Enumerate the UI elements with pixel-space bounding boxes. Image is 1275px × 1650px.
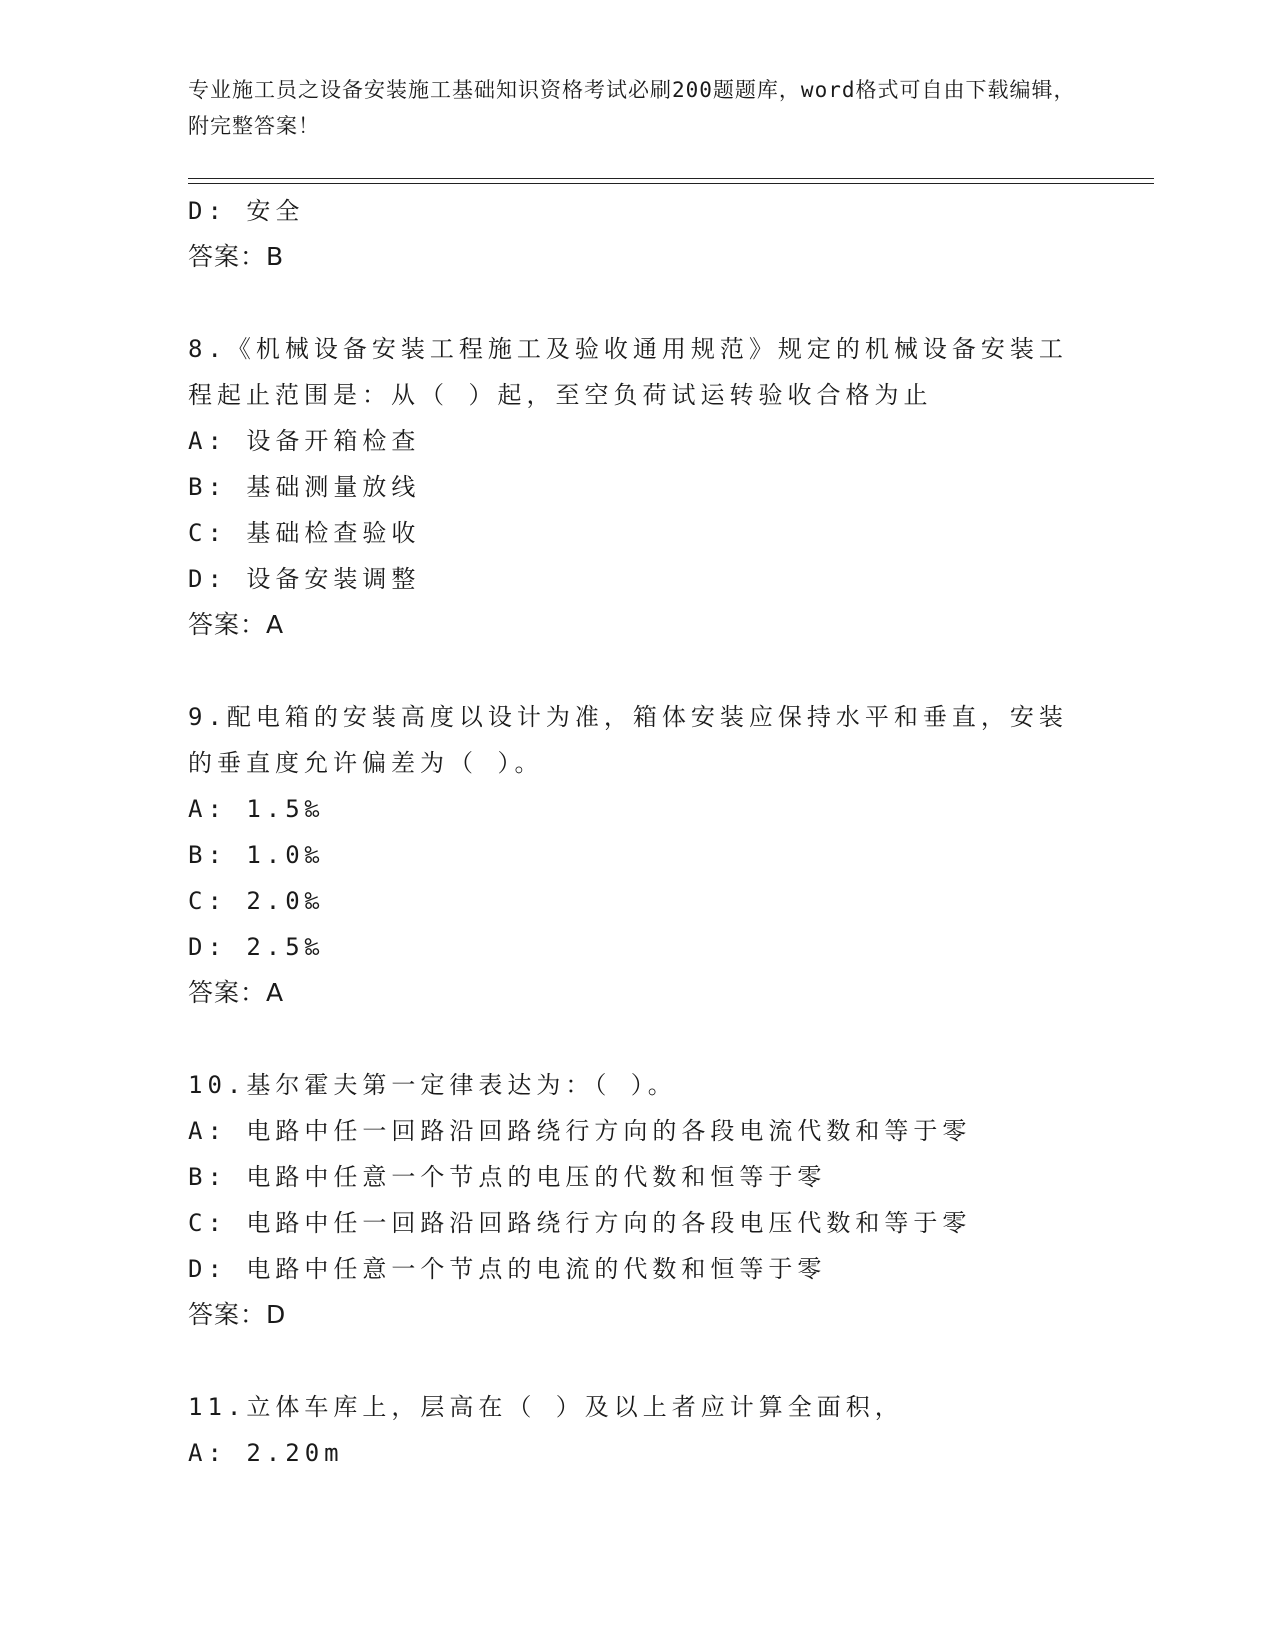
option-a: A: 1.5‰	[188, 795, 325, 823]
spacer	[188, 280, 1088, 326]
spacer	[188, 1016, 1088, 1062]
question-stem: 8.《机械设备安装工程施工及验收通用规范》规定的机械设备安装工	[188, 335, 1068, 363]
option-c: C: 基础检查验收	[188, 519, 421, 547]
answer: 答案：D	[188, 1300, 287, 1329]
answer: 答案：A	[188, 610, 285, 639]
header-divider-bottom	[188, 183, 1154, 184]
option-b: B: 1.0‰	[188, 841, 325, 869]
question-stem: 程起止范围是：从（ ）起，至空负荷试运转验收合格为止	[188, 381, 933, 409]
spacer	[188, 648, 1088, 694]
question-stem: 的垂直度允许偏差为（ ）。	[188, 749, 544, 777]
option-d: D: 电路中任意一个节点的电流的代数和恒等于零	[188, 1255, 827, 1283]
option-a: A: 设备开箱检查	[188, 427, 421, 455]
option-a: A: 2.20m	[188, 1439, 344, 1467]
question-list	[188, 188, 1088, 1476]
prev-answer: 答案：B	[188, 242, 285, 271]
header-divider-top	[188, 178, 1154, 179]
option-d: D: 2.5‰	[188, 933, 325, 961]
question-11	[188, 1384, 1088, 1476]
option-c: C: 电路中任一回路沿回路绕行方向的各段电压代数和等于零	[188, 1209, 972, 1237]
question-stem: 10.基尔霍夫第一定律表达为：（ ）。	[188, 1071, 677, 1099]
option-d: D: 设备安装调整	[188, 565, 421, 593]
question-10	[188, 1062, 1088, 1338]
option-b: B: 基础测量放线	[188, 473, 421, 501]
prev-option-d: D: 安全	[188, 197, 305, 225]
spacer	[188, 1338, 1088, 1384]
question-stem: 9.配电箱的安装高度以设计为准，箱体安装应保持水平和垂直，安装	[188, 703, 1068, 731]
option-a: A: 电路中任一回路沿回路绕行方向的各段电流代数和等于零	[188, 1117, 972, 1145]
document-header: 专业施工员之设备安装施工基础知识资格考试必刷200题题库，word格式可自由下载编辑，附完整答案！	[188, 78, 1076, 138]
option-c: C: 2.0‰	[188, 887, 325, 915]
question-stem: 11.立体车库上，层高在（ ）及以上者应计算全面积，	[188, 1393, 904, 1421]
option-b: B: 电路中任意一个节点的电压的代数和恒等于零	[188, 1163, 827, 1191]
question-9	[188, 694, 1088, 1016]
question-8	[188, 326, 1088, 648]
answer: 答案：A	[188, 978, 285, 1007]
